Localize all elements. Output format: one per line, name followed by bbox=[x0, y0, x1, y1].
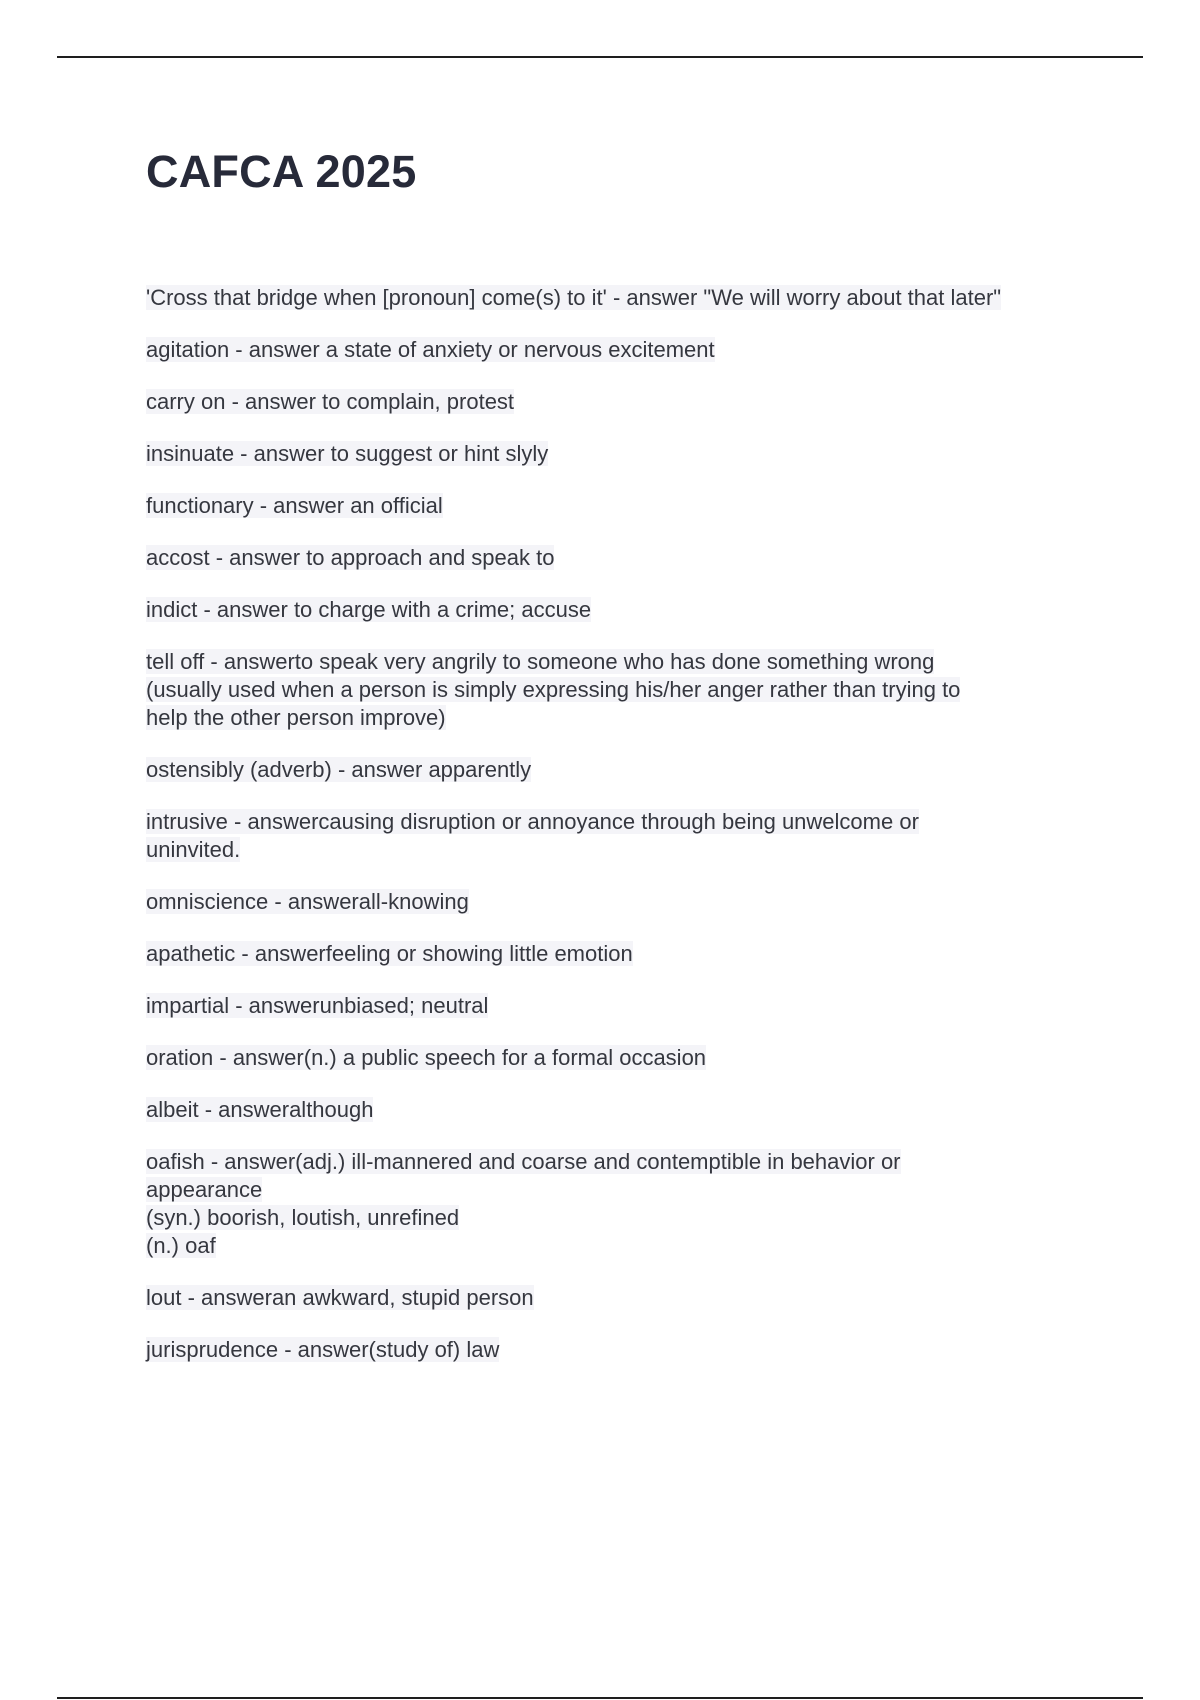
list-item bbox=[146, 1336, 1096, 1364]
entry-text-line: insinuate - answer to suggest or hint slyly bbox=[146, 441, 549, 466]
list-item bbox=[146, 940, 1096, 968]
list-item bbox=[146, 756, 1096, 784]
entry-text-line: (usually used when a person is simply expressing his/her anger rather than trying to bbox=[146, 677, 961, 702]
entry-text-line: (n.) oaf bbox=[146, 1233, 216, 1258]
list-item bbox=[146, 648, 1096, 732]
list-item bbox=[146, 1284, 1096, 1312]
list-item bbox=[146, 440, 1096, 468]
entry-text-line: tell off - answerto speak very angrily to someone who has done something wrong bbox=[146, 649, 935, 674]
list-item bbox=[146, 492, 1096, 520]
entry-list bbox=[146, 284, 1096, 1388]
list-item bbox=[146, 284, 1096, 312]
list-item bbox=[146, 336, 1096, 364]
entry-text-line: lout - answeran awkward, stupid person bbox=[146, 1285, 534, 1310]
entry-text-line: (syn.) boorish, loutish, unrefined bbox=[146, 1205, 460, 1230]
list-item bbox=[146, 1096, 1096, 1124]
entry-text-line: omniscience - answerall-knowing bbox=[146, 889, 469, 914]
entry-text-line: functionary - answer an official bbox=[146, 493, 443, 518]
entry-text-line: jurisprudence - answer(study of) law bbox=[146, 1337, 500, 1362]
entry-text-line: accost - answer to approach and speak to bbox=[146, 545, 555, 570]
list-item bbox=[146, 1044, 1096, 1072]
entry-text-line: agitation - answer a state of anxiety or nervous excitement bbox=[146, 337, 715, 362]
entry-text-line: apathetic - answerfeeling or showing little emotion bbox=[146, 941, 633, 966]
top-rule bbox=[57, 56, 1143, 58]
list-item bbox=[146, 992, 1096, 1020]
entry-text-line: impartial - answerunbiased; neutral bbox=[146, 993, 489, 1018]
list-item bbox=[146, 544, 1096, 572]
entry-text-line: 'Cross that bridge when [pronoun] come(s) to it' - answer "We will worry about that later" bbox=[146, 285, 1002, 310]
entry-text-line: indict - answer to charge with a crime; accuse bbox=[146, 597, 592, 622]
list-item bbox=[146, 1148, 1096, 1260]
entry-text-line: uninvited. bbox=[146, 837, 241, 862]
entry-text-line: appearance bbox=[146, 1177, 263, 1202]
entry-text-line: intrusive - answercausing disruption or annoyance through being unwelcome or bbox=[146, 809, 919, 834]
page-title: CAFCA 2025 bbox=[146, 146, 417, 197]
entry-text-line: oafish - answer(adj.) ill-mannered and coarse and contemptible in behavior or bbox=[146, 1149, 901, 1174]
entry-text-line: oration - answer(n.) a public speech for a formal occasion bbox=[146, 1045, 707, 1070]
list-item bbox=[146, 808, 1096, 864]
entry-text-line: ostensibly (adverb) - answer apparently bbox=[146, 757, 532, 782]
list-item bbox=[146, 888, 1096, 916]
entry-text-line: albeit - answeralthough bbox=[146, 1097, 374, 1122]
list-item bbox=[146, 596, 1096, 624]
bottom-rule bbox=[57, 1697, 1143, 1699]
entry-text-line: carry on - answer to complain, protest bbox=[146, 389, 515, 414]
entry-text-line: help the other person improve) bbox=[146, 705, 446, 730]
list-item bbox=[146, 388, 1096, 416]
